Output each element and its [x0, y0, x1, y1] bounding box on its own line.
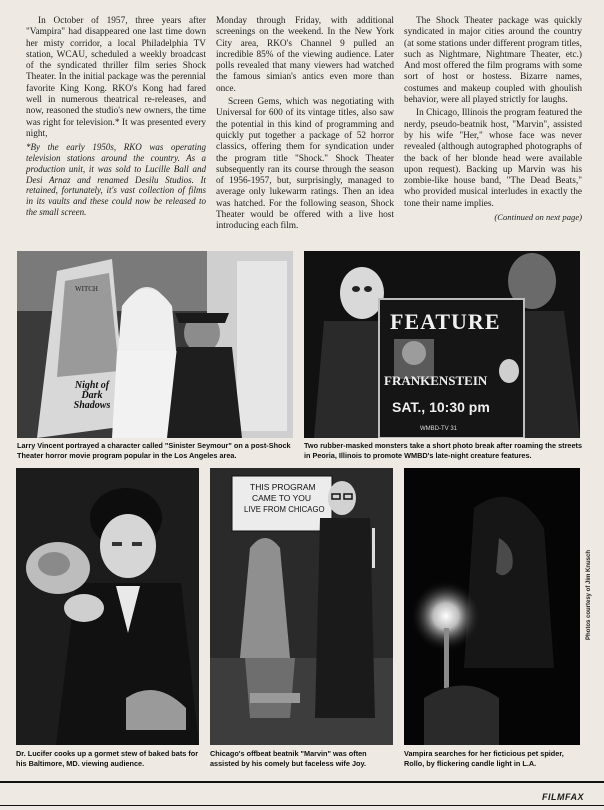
footnote: *By the early 1950s, RKO was operating television stations around the country. As a production unit, it was sold to Lucille Ball and Desi Arnaz and renamed Desilu Studios. It retained, fortunately, it's vast collection of films in its vaults and these could now be released to the small screen. — [26, 142, 206, 218]
photo-sinister-seymour — [17, 251, 293, 438]
column-3 — [404, 16, 582, 225]
sign-frankenstein: FRANKENSTEIN — [384, 373, 488, 388]
caption-vampira: Vampira searches for her ficticious pet spider, Rollo, by flickering candle light in L.A. — [404, 749, 564, 768]
column-2 — [216, 16, 394, 235]
caption-rubber-masked-monsters: Two rubber-masked monsters take a short photo break after roaming the streets in Peoria, Illinois to promote WMBD's late-night creature features. — [304, 441, 583, 460]
caption-marvin: Chicago's offbeat beatnik "Marvin" was often assisted by his comely but faceless wife Joy. — [210, 749, 367, 768]
magazine-name: FILMFAX — [542, 792, 584, 802]
program-sign — [234, 482, 330, 515]
col3-paragraph-1: The Shock Theater package was quickly syndicated in major cities around the country (at some stations under different program titles, such as Nightmare, Nightmare Theater, etc.) And most offered the film programs with some sort of host or hostess. Bizarre names, costumes and makeup coupled with ghoulish behavior, were all played strictly for laughs. — [404, 16, 582, 106]
col2-paragraph-1: Monday through Friday, with additional screenings on the weekend. In the New York City area, RKO's Channel 9 pulled an incredible 85% of the viewing audience. Later polls revealed that many viewers had watched the famous simian's antics even more than once. — [216, 16, 394, 94]
col2-paragraph-2: Screen Gems, which was negotiating with Universal for 600 of its vintage titles, also saw the potential in this kind of programming and quickly put together a package of 52 horror classics, offering them for syndication under the program title "Shock." Shock Theater subsequently ran its course through the season of 1956-1957, but, surprisingly, managed to average only lukewarm ratings. Then an idea was hatched. For the following season, Shock Theater would be offered with a live host introducing each film. — [216, 97, 394, 232]
col1-paragraph: In October of 1957, three years after "Vampira" had disappeared one last time down her misty corridor, a local Philadelphia TV station, WCAU, scheduled a weekly broadcast of the syndicated thriller film series Shock Theater. In the initial package was the perennial favorite King Kong. RKO's Kong had fared well in numerous theatrical re-releases, and now, reasoned the studio's new owners, the time was right for television.* It was presented every night, — [26, 16, 206, 139]
photo-vampira — [404, 468, 580, 745]
continued-note: (Continued on next page) — [494, 212, 582, 223]
sign-time: SAT., 10:30 pm — [392, 399, 490, 415]
footer-rule-bottom — [0, 805, 604, 806]
photo-credit: Photos courtesy of Jim Knusch — [586, 549, 592, 640]
program-sign-line-1: THIS PROGRAM — [250, 482, 316, 492]
poster-sign: WITCH — [75, 285, 98, 293]
program-sign-line-2: CAME TO YOU — [252, 493, 312, 503]
poster-title: Night of Dark Shadows — [73, 380, 111, 411]
column-1 — [26, 16, 206, 220]
footer-rule — [0, 781, 604, 783]
program-sign-line-3: LIVE FROM CHICAGO — [244, 505, 325, 514]
caption-sinister-seymour: Larry Vincent portrayed a character called "Sinister Seymour" on a post-Shock Theater horror movie program popular in the Los Angeles area. — [17, 441, 291, 460]
sign-channel: WMBD-TV 31 — [420, 426, 458, 432]
photo-dr-lucifer — [16, 468, 199, 745]
photo-marvin — [210, 468, 393, 745]
caption-dr-lucifer: Dr. Lucifer cooks up a gormet stew of baked bats for his Baltimore, MD. viewing audience. — [16, 749, 199, 768]
sign-feature: FEATURE — [390, 309, 501, 334]
col3-paragraph-2: In Chicago, Illinois the program featured the nerdy, pseudo-beatnik host, "Marvin", assisted by his wife "Her," whose face was never revealed (although autographed photographs of the back of her blonde head were available upon request). Backing up Marvin was his zombie-like house band, "The Dead Beats," who provided musical interludes in exactly the tone their name implies. — [404, 108, 583, 209]
photo-rubber-masked-monsters — [304, 251, 580, 438]
